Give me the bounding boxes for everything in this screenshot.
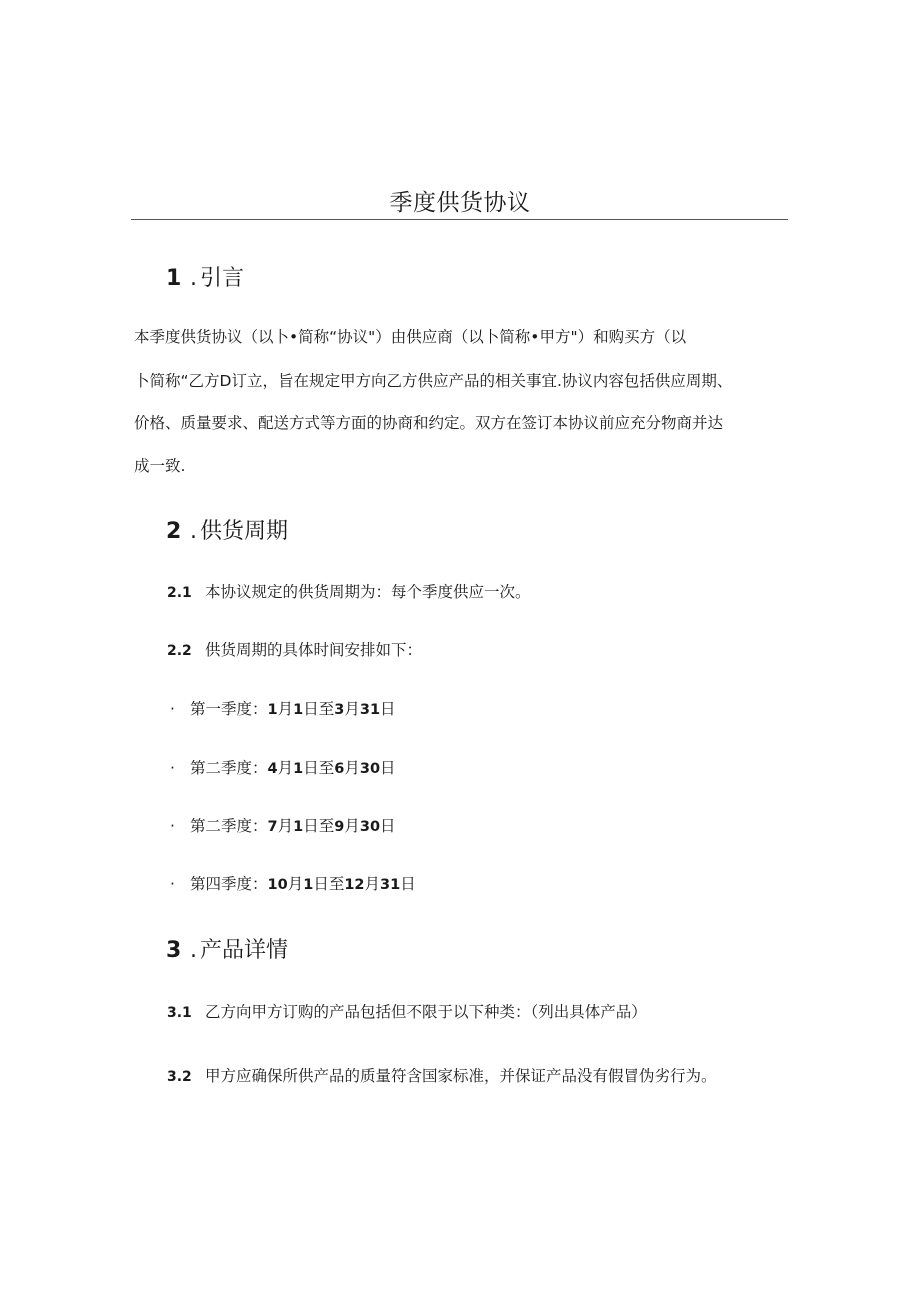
clause-text: 甲方应确保所供产品的质量符含国家标准，并保证产品没有假冒伪劣行为。 xyxy=(205,1067,717,1085)
quarter-bullet: · 第二季度：7月1日至9月30日 xyxy=(170,817,396,835)
section-dot: . xyxy=(190,266,197,291)
quarter-label: 第一季度： xyxy=(190,700,268,718)
bullet-dot: · xyxy=(170,700,175,718)
bullet-dot: · xyxy=(170,759,175,777)
intro-paragraph-line: 价格、质量要求、配送方式等方面的协商和约定。双方在签订本协议前应充分物商并达 xyxy=(134,414,724,432)
bullet-dot: · xyxy=(170,817,175,835)
quarter-bullet: · 第一季度：1月1日至3月31日 xyxy=(170,700,396,718)
intro-paragraph-line: 本季度供货协议（以卜•简称“协议"）由供应商（以卜简称•甲方"）和购买方（以 xyxy=(134,328,687,346)
clause-text: 本协议规定的供货周期为：每个季度供应一次。 xyxy=(205,583,531,601)
intro-paragraph-line: 成一致. xyxy=(134,457,186,475)
section-heading-product-details xyxy=(166,937,288,965)
quarter-bullet: · 第二季度：4月1日至6月30日 xyxy=(170,759,396,777)
quarter-label: 第二季度： xyxy=(190,817,268,835)
section-title: 产品详情 xyxy=(200,938,289,963)
clause-number: 2.1 xyxy=(167,585,192,601)
clause-number: 3.1 xyxy=(167,1005,192,1021)
section-title: 供货周期 xyxy=(200,519,289,544)
clause-text: 供货周期的具体时间安排如下： xyxy=(205,641,423,659)
section-number: 3 xyxy=(166,938,182,963)
quarter-bullet: · 第四季度：10月1日至12月31日 xyxy=(170,875,416,893)
section-number: 1 xyxy=(166,266,182,291)
section-heading-introduction xyxy=(166,265,244,293)
clause-number: 2.2 xyxy=(167,643,192,659)
clause-number: 3.2 xyxy=(167,1069,192,1085)
title-underline xyxy=(131,219,788,220)
intro-paragraph-line: 卜简称“乙方D订立，旨在规定甲方向乙方供应产品的相关事宜.协议内容包括供应周期、 xyxy=(134,372,733,390)
section-number: 2 xyxy=(166,519,182,544)
clause-text: 乙方向甲方订购的产品包括但不限于以下种类：（列出具体产品） xyxy=(205,1003,647,1021)
section-title: 引言 xyxy=(200,266,245,291)
clause-2-2 xyxy=(167,640,422,661)
clause-2-1 xyxy=(167,582,531,603)
section-heading-supply-cycle xyxy=(166,518,288,546)
clause-3-1 xyxy=(167,1002,647,1023)
quarter-label: 第二季度： xyxy=(190,759,268,777)
document-title: 季度供货协议 xyxy=(389,190,531,216)
clause-3-2 xyxy=(167,1066,717,1087)
bullet-dot: · xyxy=(170,875,175,893)
section-dot: . xyxy=(190,938,197,963)
quarter-label: 第四季度： xyxy=(190,875,268,893)
section-dot: . xyxy=(190,519,197,544)
